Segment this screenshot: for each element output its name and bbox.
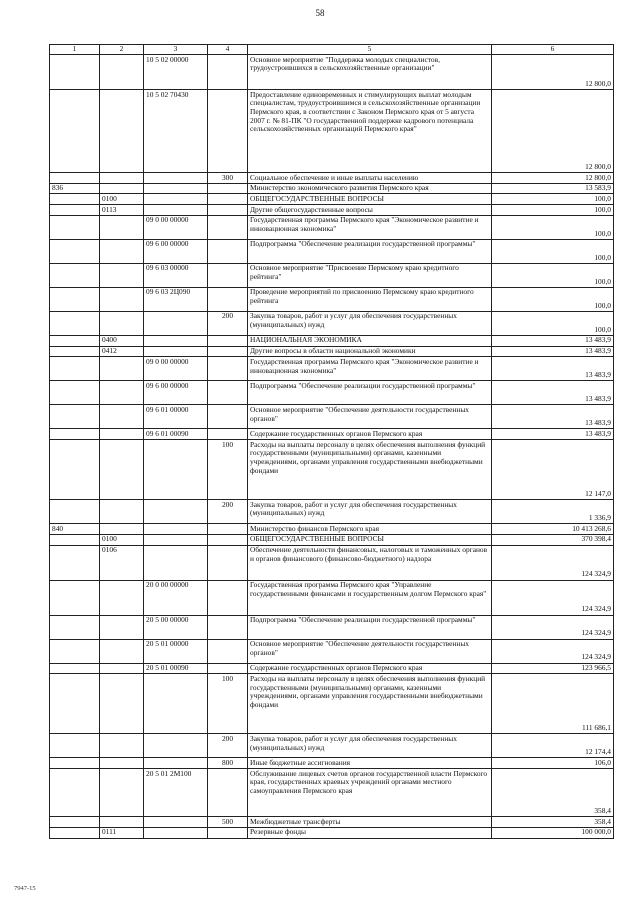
ministry-code-cell xyxy=(50,205,100,216)
section-code-cell xyxy=(100,405,144,429)
amount-cell: 123 966,5 xyxy=(492,663,614,674)
target-article-cell: 09 0 00 00000 xyxy=(144,357,208,381)
description-cell: Обеспечение деятельности финансовых, налоговых и таможенных органов и органов финансового (финансово-бюджетного) надзора xyxy=(248,545,492,580)
ministry-code-cell xyxy=(50,758,100,769)
expense-type-cell: 100 xyxy=(208,440,248,500)
expense-type-cell xyxy=(208,405,248,429)
target-article-cell: 09 6 01 00000 xyxy=(144,405,208,429)
table-row xyxy=(50,827,614,838)
description-cell: Другие вопросы в области национальной экономики xyxy=(248,346,492,357)
description-cell: Закупка товаров, работ и услуг для обеспечения государственных (муниципальных) нужд xyxy=(248,311,492,335)
section-code-cell xyxy=(100,55,144,90)
amount-cell: 1 336,9 xyxy=(492,500,614,524)
table-row xyxy=(50,429,614,440)
expense-type-cell xyxy=(208,346,248,357)
ministry-code-cell xyxy=(50,239,100,263)
ministry-code-cell xyxy=(50,405,100,429)
target-article-cell: 20 5 01 2М100 xyxy=(144,769,208,817)
amount-cell: 358,4 xyxy=(492,817,614,828)
section-code-cell xyxy=(100,287,144,311)
target-article-cell: 09 6 03 2Ц090 xyxy=(144,287,208,311)
amount-cell: 12 174,4 xyxy=(492,734,614,758)
amount-cell: 12 147,0 xyxy=(492,440,614,500)
amount-cell: 12 800,0 xyxy=(492,173,614,184)
description-cell: Государственная программа Пермского края "Экономическое развитие и инновационная экономика" xyxy=(248,357,492,381)
section-code-cell xyxy=(100,758,144,769)
table-row xyxy=(50,287,614,311)
description-cell: Государственная программа Пермского края "Экономическое развитие и инновационная экономика" xyxy=(248,215,492,239)
target-article-cell xyxy=(144,734,208,758)
ministry-code-cell xyxy=(50,500,100,524)
expense-type-cell xyxy=(208,205,248,216)
amount-cell: 106,0 xyxy=(492,758,614,769)
target-article-cell xyxy=(144,335,208,346)
ministry-code-cell xyxy=(50,263,100,287)
section-code-cell: 0100 xyxy=(100,534,144,545)
table-row xyxy=(50,346,614,357)
expense-type-cell xyxy=(208,335,248,346)
ministry-code-cell xyxy=(50,346,100,357)
expense-type-cell xyxy=(208,55,248,90)
expense-type-cell xyxy=(208,381,248,405)
description-cell: Проведение мероприятий по присвоению Пермскому краю кредитного рейтинга xyxy=(248,287,492,311)
expense-type-cell xyxy=(208,534,248,545)
amount-cell: 100,0 xyxy=(492,215,614,239)
description-cell: Министерство финансов Пермского края xyxy=(248,524,492,535)
description-cell: Другие общегосударственные вопросы xyxy=(248,205,492,216)
amount-cell: 358,4 xyxy=(492,769,614,817)
table-row xyxy=(50,239,614,263)
description-cell: Содержание государственных органов Пермского края xyxy=(248,663,492,674)
description-cell: Подпрограмма "Обеспечение реализации государственной программы" xyxy=(248,381,492,405)
amount-cell: 111 686,1 xyxy=(492,674,614,734)
expense-type-cell xyxy=(208,429,248,440)
amount-cell: 100,0 xyxy=(492,287,614,311)
ministry-code-cell xyxy=(50,534,100,545)
description-cell: Основное мероприятие "Поддержка молодых специалистов, трудоустроившихся в сельскохозяйственные организации" xyxy=(248,55,492,90)
target-article-cell xyxy=(144,194,208,205)
section-code-cell xyxy=(100,615,144,639)
table-row xyxy=(50,263,614,287)
table-row xyxy=(50,440,614,500)
expense-type-cell xyxy=(208,194,248,205)
table-row xyxy=(50,381,614,405)
section-code-cell: 0106 xyxy=(100,545,144,580)
ministry-code-cell xyxy=(50,440,100,500)
section-code-cell xyxy=(100,500,144,524)
table-row xyxy=(50,674,614,734)
description-cell: Подпрограмма "Обеспечение реализации государственной программы" xyxy=(248,239,492,263)
expense-type-cell xyxy=(208,90,248,173)
section-code-cell xyxy=(100,215,144,239)
amount-cell: 100,0 xyxy=(492,239,614,263)
target-article-cell xyxy=(144,545,208,580)
target-article-cell: 20 5 01 00090 xyxy=(144,663,208,674)
ministry-code-cell xyxy=(50,429,100,440)
table-row xyxy=(50,194,614,205)
ministry-code-cell xyxy=(50,90,100,173)
section-code-cell xyxy=(100,239,144,263)
ministry-code-cell xyxy=(50,615,100,639)
ministry-code-cell xyxy=(50,674,100,734)
budget-table xyxy=(49,44,614,839)
amount-cell: 100,0 xyxy=(492,311,614,335)
amount-cell: 13 583,9 xyxy=(492,183,614,194)
amount-cell: 12 800,0 xyxy=(492,55,614,90)
target-article-cell xyxy=(144,534,208,545)
ministry-code-cell xyxy=(50,827,100,838)
ministry-code-cell xyxy=(50,817,100,828)
table-row xyxy=(50,335,614,346)
description-cell: ОБЩЕГОСУДАРСТВЕННЫЕ ВОПРОСЫ xyxy=(248,534,492,545)
expense-type-cell xyxy=(208,239,248,263)
section-code-cell xyxy=(100,734,144,758)
description-cell: Предоставление единовременных и стимулирующих выплат молодым специалистам, трудоустроившимся в сельскохозяйственные организации Пермского края, в соответствии с Законом Пермского края от 5 августа 2007 г. № 81-ПК "О государственной поддержке кадрового потенциала сельскохозяйственных организаций Пермского края" xyxy=(248,90,492,173)
target-article-cell: 09 6 03 00000 xyxy=(144,263,208,287)
ministry-code-cell xyxy=(50,311,100,335)
target-article-cell xyxy=(144,346,208,357)
section-code-cell: 0100 xyxy=(100,194,144,205)
table-row xyxy=(50,663,614,674)
description-cell: Закупка товаров, работ и услуг для обеспечения государственных (муниципальных) нужд xyxy=(248,500,492,524)
ministry-code-cell xyxy=(50,173,100,184)
target-article-cell: 20 5 00 00000 xyxy=(144,615,208,639)
description-cell: Резервные фонды xyxy=(248,827,492,838)
target-article-cell: 20 0 00 00000 xyxy=(144,580,208,615)
expense-type-cell xyxy=(208,357,248,381)
table-body xyxy=(50,55,614,839)
description-cell: Социальное обеспечение и иные выплаты населению xyxy=(248,173,492,184)
section-code-cell: 0412 xyxy=(100,346,144,357)
amount-cell: 124 324,9 xyxy=(492,639,614,663)
table-row xyxy=(50,615,614,639)
section-code-cell xyxy=(100,769,144,817)
column-header: 5 xyxy=(248,45,492,55)
amount-cell: 13 483,9 xyxy=(492,405,614,429)
section-code-cell: 0400 xyxy=(100,335,144,346)
ministry-code-cell: 840 xyxy=(50,524,100,535)
section-code-cell xyxy=(100,674,144,734)
target-article-cell xyxy=(144,173,208,184)
table-row xyxy=(50,545,614,580)
description-cell: Обслуживание лицевых счетов органов государственной власти Пермского края, государственных краевых учреждений органами местного самоуправления Пермского края xyxy=(248,769,492,817)
description-cell: Расходы на выплаты персоналу в целях обеспечения выполнения функций государственными (муниципальными) органами, казенными учреждениями, органами управления государственными внебюджетными фондами xyxy=(248,674,492,734)
expense-type-cell xyxy=(208,580,248,615)
amount-cell: 370 398,4 xyxy=(492,534,614,545)
description-cell: ОБЩЕГОСУДАРСТВЕННЫЕ ВОПРОСЫ xyxy=(248,194,492,205)
section-code-cell xyxy=(100,440,144,500)
section-code-cell xyxy=(100,663,144,674)
amount-cell: 124 324,9 xyxy=(492,545,614,580)
amount-cell: 100,0 xyxy=(492,194,614,205)
target-article-cell xyxy=(144,440,208,500)
expense-type-cell xyxy=(208,263,248,287)
ministry-code-cell xyxy=(50,381,100,405)
expense-type-cell: 300 xyxy=(208,173,248,184)
target-article-cell xyxy=(144,758,208,769)
table-row xyxy=(50,734,614,758)
table-row xyxy=(50,311,614,335)
target-article-cell: 09 6 00 00000 xyxy=(144,381,208,405)
expense-type-cell: 800 xyxy=(208,758,248,769)
section-code-cell xyxy=(100,311,144,335)
section-code-cell xyxy=(100,639,144,663)
description-cell: НАЦИОНАЛЬНАЯ ЭКОНОМИКА xyxy=(248,335,492,346)
section-code-cell xyxy=(100,263,144,287)
table-row xyxy=(50,55,614,90)
section-code-cell xyxy=(100,183,144,194)
amount-cell: 10 413 268,6 xyxy=(492,524,614,535)
target-article-cell xyxy=(144,500,208,524)
target-article-cell xyxy=(144,524,208,535)
column-header: 6 xyxy=(492,45,614,55)
amount-cell: 13 483,9 xyxy=(492,346,614,357)
table-row xyxy=(50,500,614,524)
target-article-cell xyxy=(144,817,208,828)
table-header-row xyxy=(50,45,614,55)
expense-type-cell xyxy=(208,183,248,194)
target-article-cell: 09 0 00 00000 xyxy=(144,215,208,239)
description-cell: Содержание государственных органов Пермского края xyxy=(248,429,492,440)
target-article-cell: 10 5 02 00000 xyxy=(144,55,208,90)
target-article-cell: 09 6 01 00090 xyxy=(144,429,208,440)
amount-cell: 100,0 xyxy=(492,205,614,216)
amount-cell: 13 483,9 xyxy=(492,335,614,346)
expense-type-cell xyxy=(208,545,248,580)
section-code-cell xyxy=(100,429,144,440)
ministry-code-cell xyxy=(50,215,100,239)
table-row xyxy=(50,205,614,216)
target-article-cell xyxy=(144,205,208,216)
target-article-cell xyxy=(144,311,208,335)
target-article-cell: 09 6 00 00000 xyxy=(144,239,208,263)
description-cell: Государственная программа Пермского края "Управление государственными финансами и государственным долгом Пермского края" xyxy=(248,580,492,615)
table-row xyxy=(50,639,614,663)
expense-type-cell xyxy=(208,769,248,817)
description-cell: Подпрограмма "Обеспечение реализации государственной программы" xyxy=(248,615,492,639)
ministry-code-cell xyxy=(50,663,100,674)
table-row xyxy=(50,769,614,817)
target-article-cell xyxy=(144,674,208,734)
ministry-code-cell: 836 xyxy=(50,183,100,194)
amount-cell: 124 324,9 xyxy=(492,580,614,615)
expense-type-cell: 100 xyxy=(208,674,248,734)
section-code-cell xyxy=(100,357,144,381)
expense-type-cell: 200 xyxy=(208,500,248,524)
table-row xyxy=(50,758,614,769)
expense-type-cell xyxy=(208,287,248,311)
amount-cell: 13 483,9 xyxy=(492,357,614,381)
ministry-code-cell xyxy=(50,734,100,758)
section-code-cell xyxy=(100,524,144,535)
table-row xyxy=(50,215,614,239)
expense-type-cell xyxy=(208,663,248,674)
target-article-cell: 20 5 01 00000 xyxy=(144,639,208,663)
ministry-code-cell xyxy=(50,194,100,205)
description-cell: Иные бюджетные ассигнования xyxy=(248,758,492,769)
description-cell: Министерство экономического развития Пермского края xyxy=(248,183,492,194)
page-number: 58 xyxy=(315,8,325,18)
ministry-code-cell xyxy=(50,335,100,346)
ministry-code-cell xyxy=(50,55,100,90)
section-code-cell xyxy=(100,381,144,405)
expense-type-cell xyxy=(208,615,248,639)
description-cell: Расходы на выплаты персоналу в целях обеспечения выполнения функций государственными (муниципальными) органами, казенными учреждениями, органами управления государственными внебюджетными фондами xyxy=(248,440,492,500)
section-code-cell xyxy=(100,580,144,615)
section-code-cell: 0113 xyxy=(100,205,144,216)
section-code-cell xyxy=(100,173,144,184)
expense-type-cell xyxy=(208,639,248,663)
target-article-cell xyxy=(144,183,208,194)
ministry-code-cell xyxy=(50,357,100,381)
section-code-cell xyxy=(100,90,144,173)
description-cell: Основное мероприятие "Обеспечение деятельности государственных органов" xyxy=(248,639,492,663)
description-cell: Основное мероприятие "Присвоение Пермскому краю кредитного рейтинга" xyxy=(248,263,492,287)
ministry-code-cell xyxy=(50,769,100,817)
expense-type-cell: 500 xyxy=(208,817,248,828)
ministry-code-cell xyxy=(50,580,100,615)
amount-cell: 100,0 xyxy=(492,263,614,287)
description-cell: Межбюджетные трансферты xyxy=(248,817,492,828)
ministry-code-cell xyxy=(50,287,100,311)
amount-cell: 12 800,0 xyxy=(492,90,614,173)
column-header: 4 xyxy=(208,45,248,55)
amount-cell: 13 483,9 xyxy=(492,429,614,440)
ministry-code-cell xyxy=(50,545,100,580)
column-header: 3 xyxy=(144,45,208,55)
expense-type-cell xyxy=(208,827,248,838)
description-cell: Закупка товаров, работ и услуг для обеспечения государственных (муниципальных) нужд xyxy=(248,734,492,758)
expense-type-cell xyxy=(208,524,248,535)
column-header: 2 xyxy=(100,45,144,55)
table-row xyxy=(50,817,614,828)
expense-type-cell: 200 xyxy=(208,311,248,335)
table-row xyxy=(50,534,614,545)
amount-cell: 100 000,0 xyxy=(492,827,614,838)
table-row xyxy=(50,183,614,194)
section-code-cell: 0111 xyxy=(100,827,144,838)
table-row xyxy=(50,90,614,173)
target-article-cell: 10 5 02 70430 xyxy=(144,90,208,173)
section-code-cell xyxy=(100,817,144,828)
expense-type-cell xyxy=(208,215,248,239)
description-cell: Основное мероприятие "Обеспечение деятельности государственных органов" xyxy=(248,405,492,429)
ministry-code-cell xyxy=(50,639,100,663)
table-row xyxy=(50,405,614,429)
table-row xyxy=(50,173,614,184)
amount-cell: 124 324,9 xyxy=(492,615,614,639)
table-row xyxy=(50,524,614,535)
column-header: 1 xyxy=(50,45,100,55)
table-row xyxy=(50,357,614,381)
target-article-cell xyxy=(144,827,208,838)
amount-cell: 13 483,9 xyxy=(492,381,614,405)
document-footer-code: 7947-15 xyxy=(14,885,36,892)
table-row xyxy=(50,580,614,615)
expense-type-cell: 200 xyxy=(208,734,248,758)
